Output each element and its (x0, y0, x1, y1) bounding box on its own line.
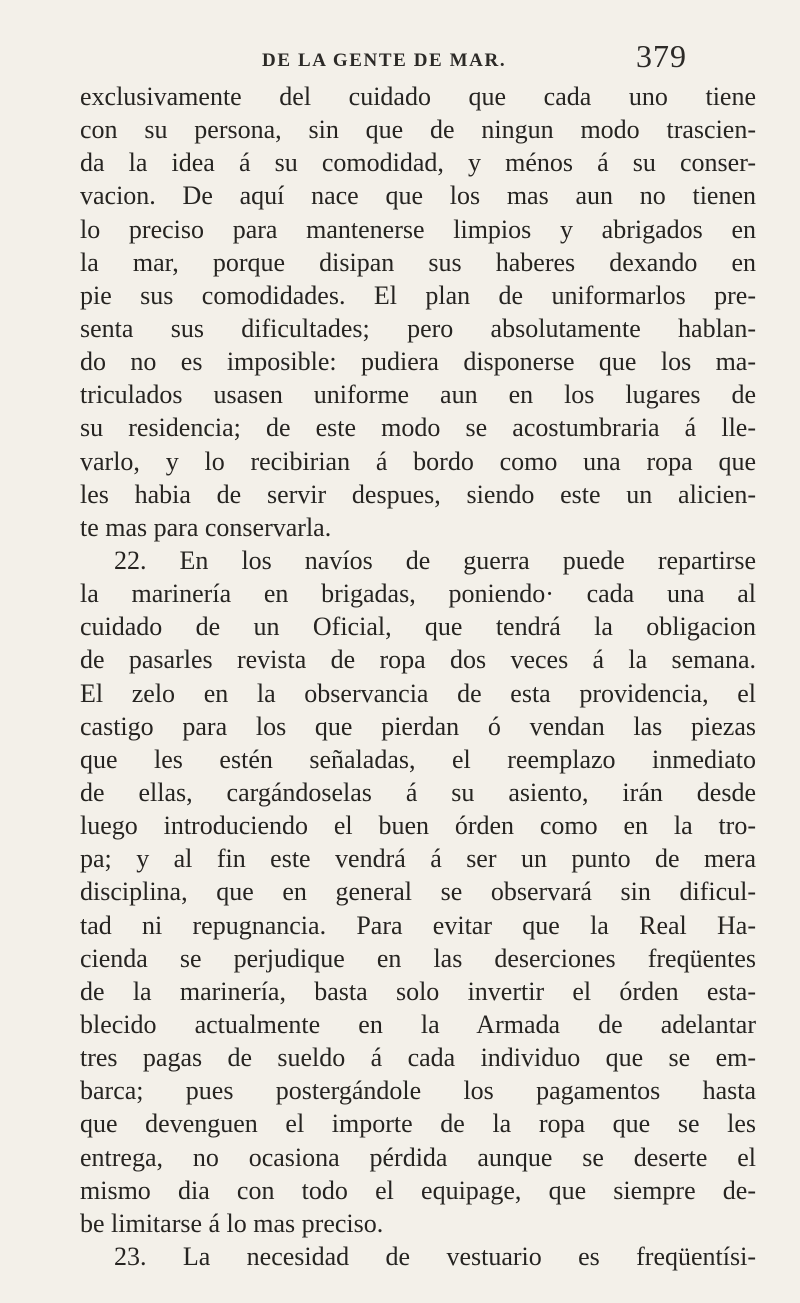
text-line: cienda se perjudique en las deserciones freqüentes (80, 943, 756, 973)
text-line: de pasarles revista de ropa dos veces á la semana. (80, 645, 756, 675)
text-line: El zelo en la observancia de esta providencia, el (80, 678, 756, 708)
text-line: cuidado de un Oficial, que tendrá la obligacion (80, 612, 756, 642)
text-line: tad ni repugnancia. Para evitar que la Real Ha- (80, 910, 756, 940)
text-line: exclusivamente del cuidado que cada uno tiene (80, 82, 756, 111)
text-line: barca; pues postergándole los pagamentos hasta (80, 1076, 756, 1106)
text-line: varlo, y lo recibirian á bordo como una ropa que (80, 446, 756, 476)
text-line: les habia de servir despues, siendo este un alicien- (80, 479, 756, 509)
text-line: vacion. De aquí nace que los mas aun no tienen (80, 181, 756, 211)
page-number: 379 (636, 38, 687, 74)
text-line: tres pagas de sueldo á cada individuo que se em- (80, 1043, 756, 1073)
text-line: senta sus dificultades; pero absolutamente hablan- (80, 313, 756, 343)
text-line: mismo dia con todo el equipage, que siempre de- (80, 1175, 756, 1205)
text-line: do no es imposible: pudiera disponerse que los ma- (80, 347, 756, 377)
text-line: blecido actualmente en la Armada de adelantar (80, 1009, 756, 1039)
paragraph-23-start: 23. La necesidad de vestuario es freqüentísi- (114, 1241, 756, 1271)
text-line: pie sus comodidades. El plan de uniformarlos pre- (80, 280, 756, 310)
paragraph-end-line: te mas para conservarla. (80, 512, 332, 542)
text-line: de la marinería, basta solo invertir el órden esta- (80, 976, 756, 1006)
text-line: su residencia; de este modo se acostumbraria á lle- (80, 413, 756, 443)
text-line: con su persona, sin que de ningun modo trascien- (80, 115, 756, 145)
text-line: triculados usasen uniforme aun en los lugares de (80, 380, 756, 410)
text-line: la mar, porque disipan sus haberes dexando en (80, 247, 756, 277)
text-line: da la idea á su comodidad, y ménos á su conser- (80, 148, 756, 178)
text-line: castigo para los que pierdan ó vendan las piezas (80, 711, 756, 741)
paragraph-22-start: 22. En los navíos de guerra puede repartirse (114, 545, 756, 575)
running-head: DE LA GENTE DE MAR. (262, 50, 507, 71)
paragraph-end-line: be limitarse á lo mas preciso. (80, 1208, 384, 1238)
text-line: entrega, no ocasiona pérdida aunque se deserte el (80, 1142, 756, 1172)
text-line: disciplina, que en general se observará sin dificul- (80, 877, 756, 907)
text-line: la marinería en brigadas, poniendo· cada una al (80, 579, 756, 609)
text-line: lo preciso para mantenerse limpios y abrigados en (80, 214, 756, 244)
text-line: que les estén señaladas, el reemplazo inmediato (80, 744, 756, 774)
text-line: que devenguen el importe de la ropa que se les (80, 1109, 756, 1139)
body-text (80, 80, 756, 1273)
text-line: pa; y al fin este vendrá á ser un punto de mera (80, 844, 756, 874)
text-line: de ellas, cargándoselas á su asiento, irán desde (80, 777, 756, 807)
text-line: luego introduciendo el buen órden como en la tro- (80, 811, 756, 841)
page-header (80, 40, 756, 84)
